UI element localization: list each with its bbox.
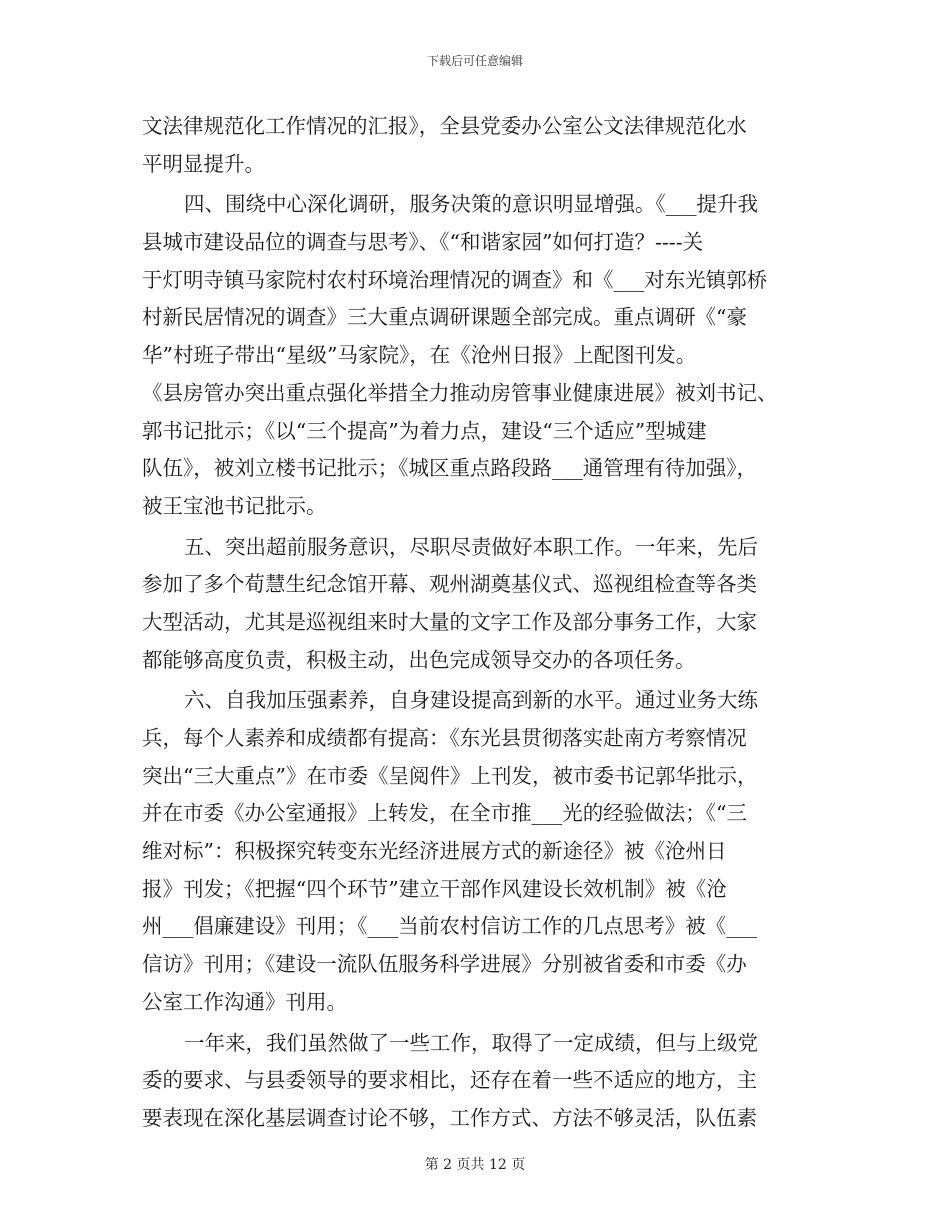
text-line: 《县房管办突出重点强化举措全力推动房管事业健康进展》被刘书记、 bbox=[142, 380, 778, 405]
text-line: 都能够高度负责，积极主动，出色完成领导交办的各项任务。 bbox=[142, 647, 696, 672]
page-header: 下载后可任意编辑 bbox=[426, 54, 523, 68]
text-line: 公室工作沟通》刊用。 bbox=[142, 989, 347, 1014]
text-line: 参加了多个荀慧生纪念馆开幕、观州湖奠基仪式、巡视组检查等各类 bbox=[142, 572, 757, 597]
text-line: 并在市委《办公室通报》上转发，在全市推___光的经验做法；《“三 bbox=[142, 801, 747, 826]
text-line: 平明显提升。 bbox=[142, 151, 265, 176]
page-footer: 第 2 页共 12 页 bbox=[424, 1157, 526, 1173]
text-line: 县城市建设品位的调查与思考》、《“和谐家园”如何打造？----关 bbox=[142, 230, 704, 255]
text-line: 信访》刊用；《建设一流队伍服务科学进展》分别被省委和市委《办 bbox=[142, 952, 747, 977]
text-line: 文法律规范化工作情况的汇报》，全县党委办公室公文法律规范化水 bbox=[142, 114, 747, 138]
text-line: 要表现在深化基层调查讨论不够，工作方式、方法不够灵活，队伍素 bbox=[142, 1105, 757, 1130]
paragraph-summary bbox=[142, 1025, 806, 1138]
paragraph-continued bbox=[142, 108, 806, 183]
text-line: 报》刊发；《把握“四个环节”建立干部作风建设长效机制》被《沧 bbox=[142, 876, 727, 901]
text-line: 兵，每个人素养和成绩都有提高：《东光县贯彻落实赴南方考察情况 bbox=[142, 726, 747, 750]
paragraph-section-5 bbox=[142, 529, 806, 680]
text-line: 郭书记批示；《以“三个提高”为着力点，建设“三个适应”型城建 bbox=[142, 418, 707, 443]
text-line: 华”村班子带出“星级”马家院》，在《沧州日报》上配图刊发。 bbox=[142, 343, 697, 368]
text-line: 突出“三大重点”》在市委《呈阅件》上刊发，被市委书记郭华批示， bbox=[142, 763, 758, 788]
text-line: 州___倡廉建设》刊用；《___当前农村信访工作的几点思考》被《___ bbox=[142, 914, 757, 939]
text-line: 于灯明寺镇马家院村农村环境治理情况的调查》和《___对东光镇郭桥 bbox=[142, 267, 768, 292]
text-line: 维对标”：积极探究转变东光经济进展方式的新途径》被《沧州日 bbox=[142, 839, 727, 864]
text-line: 队伍》，被刘立楼书记批示；《城区重点路段路___通管理有待加强》， bbox=[142, 456, 757, 481]
text-line: 村新民居情况的调查》三大重点调研课题全部完成。重点调研《“豪 bbox=[142, 305, 747, 330]
text-line: 委的要求、与县委领导的要求相比，还存在着一些不适应的地方，主 bbox=[142, 1068, 757, 1093]
text-line: 五、突出超前服务意识，尽职尽责做好本职工作。一年来，先后 bbox=[184, 534, 758, 559]
paragraph-section-6 bbox=[142, 682, 806, 1021]
paragraph-section-4 bbox=[142, 186, 806, 525]
text-line: 一年来，我们虽然做了一些工作，取得了一定成绩，但与上级党 bbox=[184, 1030, 758, 1055]
text-line: 六、自我加压强素养，自身建设提高到新的水平。通过业务大练 bbox=[184, 688, 758, 713]
text-line: 四、围绕中心深化调研，服务决策的意识明显增强。《___提升我 bbox=[184, 192, 758, 217]
text-line: 被王宝池书记批示。 bbox=[142, 493, 327, 518]
document-body bbox=[142, 108, 806, 1141]
text-line: 大型活动，尤其是巡视组来时大量的文字工作及部分事务工作，大家 bbox=[142, 609, 757, 634]
